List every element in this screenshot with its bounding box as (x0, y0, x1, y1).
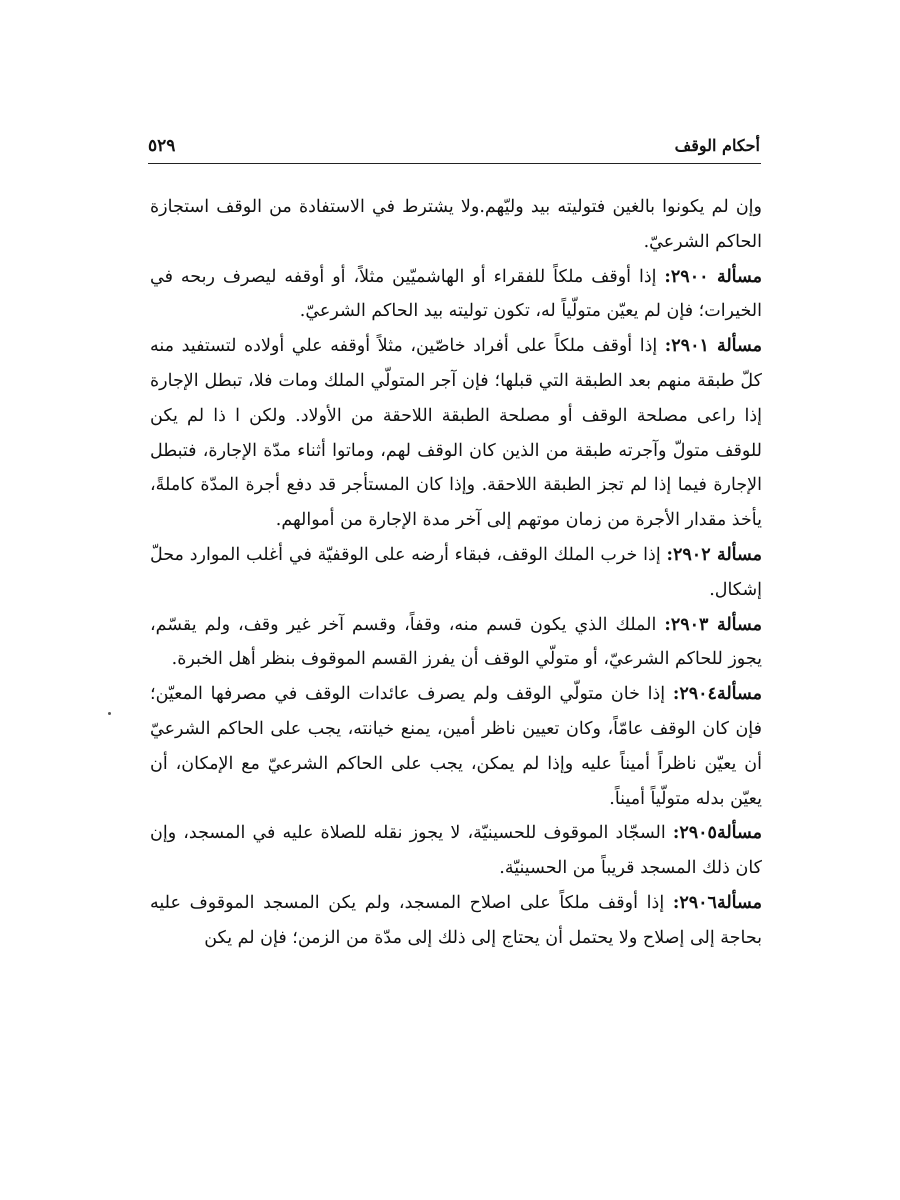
issue-label: مسألة ٢٩٠٣: (664, 614, 762, 635)
issue-paragraph-2903 (150, 608, 762, 678)
issue-label: مسألة ٢٩٠١: (664, 336, 762, 357)
paragraph-text: إذا أوقف ملكاً للفقراء أو الهاشميّين مثلاً، أو أوقفه ليصرف ربحه في الخيرات؛ فإن لم يعيّن متولّياً له، تكون توليته بيد الحاكم الشرعيّ. (150, 266, 762, 322)
issue-paragraph-2900 (150, 260, 762, 330)
issue-paragraph-2906 (150, 886, 762, 956)
paragraph-text: إذا خرب الملك الوقف، فبقاء أرضه على الوقفيّة في أغلب الموارد محلّ إشكال. (150, 544, 762, 600)
running-title: أحكام الوقف (674, 136, 760, 155)
issue-paragraph-2905 (150, 816, 762, 886)
header-rule (148, 163, 761, 164)
paragraph-text: إذا أوقف ملكاً على اصلاح المسجد، ولم يكن المسجد الموقوف عليه بحاجة إلى إصلاح ولا يحتمل أن يحتاج إلى ذلك إلى مدّة من الزمن؛ فإن لم يكن (150, 892, 762, 948)
paragraph-text: الملك الذي يكون قسم منه، وقفاً، وقسم آخر غير وقف، ولم يقسّم، يجوز للحاكم الشرعيّ، أو متولّي الوقف أن يفرز القسم الموقوف بنظر أهل الخبرة. (150, 614, 762, 670)
issue-label: مسألة ٢٩٠٠: (664, 266, 763, 287)
scan-speck (108, 712, 111, 715)
paragraph-text: إذا خان متولّي الوقف ولم يصرف عائدات الوقف في مصرفها المعيّن؛ فإن كان الوقف عامّاً، وكان تعيين ناظر أمين، يمنع خيانته، يجب على الحاكم الشرعيّ أن يعيّن ناظراً أميناً عليه وإذا لم يمكن، يجب على الحاكم الشرعيّ مع الإمكان، أن يعيّن بدله متولّياً أميناً. (150, 684, 762, 809)
page-number: ٥٢٩ (148, 136, 176, 156)
paragraph (150, 190, 762, 260)
issue-label: مسألة٢٩٠٦: (672, 892, 762, 913)
issue-label: مسألة ٢٩٠٢: (666, 544, 763, 565)
issue-paragraph-2904 (150, 677, 762, 816)
paragraph-text: وإن لم يكونوا بالغين فتوليته بيد وليّهم.ولا يشترط في الاستفادة من الوقف استجازة الحاكم الشرعيّ. (150, 197, 762, 252)
body-text (150, 190, 762, 956)
issue-paragraph-2901 (150, 329, 762, 538)
running-header (148, 136, 760, 162)
issue-paragraph-2902 (150, 538, 762, 608)
paragraph-text: إذا أوقف ملكاً على أفراد خاصّين، مثلاً أوقفه علي أولاده لتستفيد منه كلّ طبقة منهم بعد الطبقة التي قبلها؛ فإن آجر المتولّي الملك ومات فلا، تبطل الإجارة إذا راعى مصلحة الوقف أو مصلحة الطبقة اللاحقة من الأولاد. ولكن ا ذا لم يكن للوقف متولّ وآجرته طبقة من الذين كان الوقف لهم، وماتوا أثناء مدّة الإجارة، فتبطل الإجارة فيما إذا لم تجز الطبقة اللاحقة. وإذا كان المستأجر قد دفع أجرة المدّة كاملةً، يأخذ مقدار الأجرة من زمان موتهم إلى آخر مدة الإجارة من أموالهم. (150, 336, 762, 531)
issue-label: مسألة٢٩٠٥: (672, 823, 762, 844)
paragraph-text: السجّاد الموقوف للحسينيّة، لا يجوز نقله للصلاة عليه في المسجد، وإن كان ذلك المسجد قريباً من الحسينيّة. (150, 823, 762, 879)
issue-label: مسألة٢٩٠٤: (672, 684, 762, 705)
